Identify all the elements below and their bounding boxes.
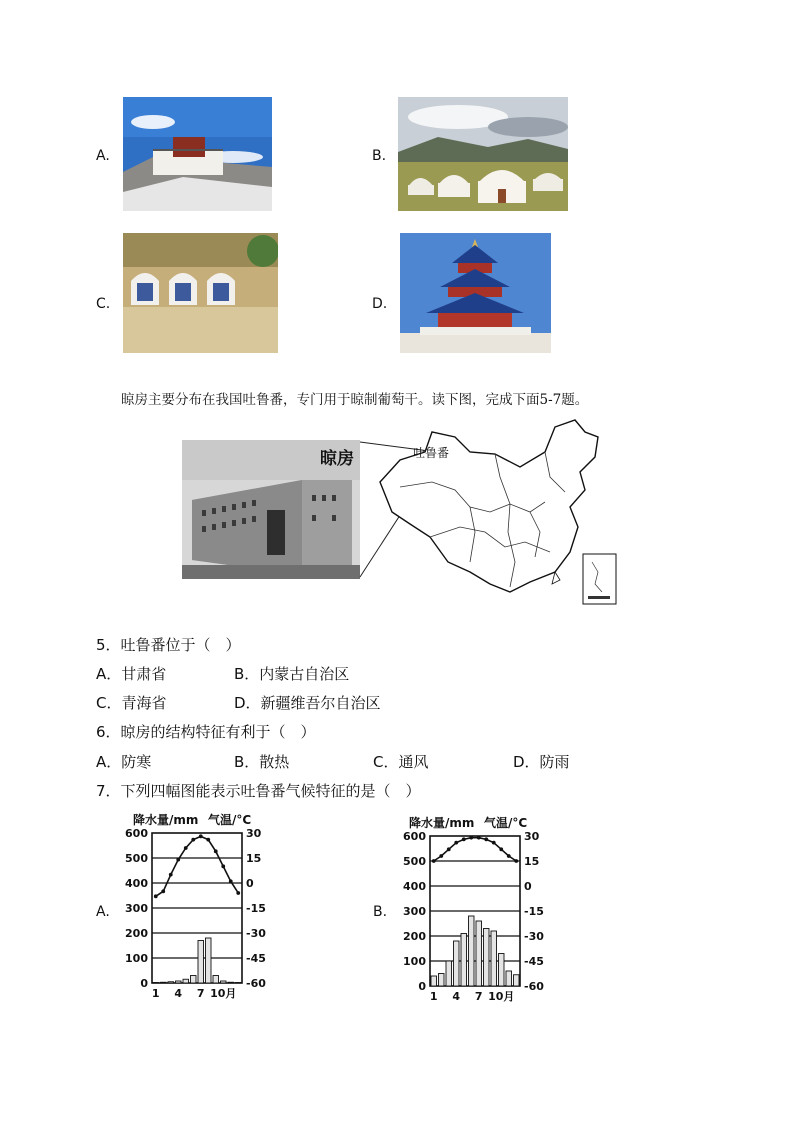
chart-a-temp-point <box>214 849 218 853</box>
chart-a-precip-tick: 100 <box>125 952 148 965</box>
q6-option-b[interactable]: B．散热 <box>234 753 290 771</box>
chart-b-precip-bar <box>506 971 512 986</box>
chart-a-temp-point <box>191 838 195 842</box>
chart-b-temp-point <box>432 859 436 863</box>
option-c-label: C. <box>96 296 111 312</box>
chart-b-temp-tick: -15 <box>524 905 544 918</box>
chart-a-temp-point <box>184 846 188 850</box>
q5-option-a[interactable]: A．甘肃省 <box>96 665 167 683</box>
chart-b-temp-point <box>439 854 443 858</box>
chart-b-month-tick: 10月 <box>488 990 515 1003</box>
chart-a-precip-tick: 0 <box>140 977 148 990</box>
chart-b-precip-bar <box>461 934 467 987</box>
chart-a-precip-tick: 300 <box>125 902 148 915</box>
chart-b-month-tick: 7 <box>474 990 483 1003</box>
chart-b-temp-point <box>462 837 466 841</box>
chart-b-precip-bar <box>439 974 445 987</box>
chart-a-temp-point <box>199 834 203 838</box>
drying-house-label: 晾房 <box>320 449 354 469</box>
chart-b-temp-tick: 15 <box>524 855 540 868</box>
chart-a-temp-tick: -30 <box>246 927 266 940</box>
chart-a-precip-bar <box>236 983 242 984</box>
chart-b-temp-point <box>447 847 451 851</box>
q5-option-d[interactable]: D．新疆维吾尔自治区 <box>234 694 381 712</box>
chart-a-month-tick: 4 <box>174 987 183 1000</box>
chart-b-precip-tick: 0 <box>418 980 426 993</box>
chart-b-temp-tick: -45 <box>524 955 544 968</box>
turpan-map-label: 吐鲁番 <box>413 446 450 460</box>
chart-b-temp-point <box>469 836 473 840</box>
chart-b-temp-point <box>492 841 496 845</box>
chart-a-precip-bar <box>228 982 234 983</box>
chart-b-temp-point <box>499 847 503 851</box>
chart-b-temp-point <box>454 841 458 845</box>
chart-b-precip-tick: 100 <box>403 955 426 968</box>
chart-a-temp-point <box>229 879 233 883</box>
q5-option-b[interactable]: B．内蒙古自治区 <box>234 665 350 683</box>
china-map <box>370 412 618 608</box>
chart-b-ylabel-left: 降水量/mm <box>409 816 475 830</box>
option-d-label: D. <box>372 296 388 312</box>
chart-a-precip-tick: 400 <box>125 877 148 890</box>
chart-a-precip-bar <box>153 983 159 984</box>
chart-a-temp-point <box>169 873 173 877</box>
chart-a-precip-bar <box>183 979 189 983</box>
chart-a-precip-bar <box>221 981 227 983</box>
chart-b-temp-tick: -60 <box>524 980 544 993</box>
chart-a-temp-tick: 0 <box>246 877 254 890</box>
climate-chart-b <box>388 828 548 1008</box>
chart-a-ylabel-right: 气温/°C <box>208 813 252 827</box>
q5-stem: 5．吐鲁番位于（ ） <box>96 636 241 654</box>
chart-b-precip-bar <box>484 929 490 987</box>
chart-a-precip-bar <box>206 938 212 983</box>
chart-a-precip-bar <box>191 976 197 984</box>
chart-a-temp-tick: 15 <box>246 852 262 865</box>
chart-b-precip-bar <box>431 976 437 986</box>
chart-a-precip-bar <box>198 941 204 984</box>
q6-stem: 6．晾房的结构特征有利于（ ） <box>96 723 316 741</box>
chart-b-temp-point <box>514 859 518 863</box>
chart-a-temp-point <box>221 864 225 868</box>
chart-b-precip-bar <box>469 916 475 986</box>
chart-a-precip-bar <box>161 982 167 983</box>
q7-stem: 7．下列四幅图能表示吐鲁番气候特征的是（ ） <box>96 782 421 800</box>
chart-b-precip-tick: 400 <box>403 880 426 893</box>
chart-b-precip-tick: 500 <box>403 855 426 868</box>
option-a-label: A. <box>96 148 110 164</box>
chart-a-month-tick: 10月 <box>210 987 237 1000</box>
chart-b-temp-tick: 30 <box>524 830 540 843</box>
q6-option-a[interactable]: A．防寒 <box>96 753 152 771</box>
chart-a-temp-point <box>176 858 180 862</box>
chart-a-precip-bar <box>168 982 174 983</box>
chart-a-month-tick: 7 <box>196 987 205 1000</box>
option-b-label: B. <box>372 148 387 164</box>
chart-b-precip-bar <box>446 961 452 986</box>
chart-b-month-tick: 1 <box>429 990 438 1003</box>
chart-a-temp-tick: -60 <box>246 977 266 990</box>
chart-b-precip-tick: 300 <box>403 905 426 918</box>
chart-a-precip-bar <box>176 981 182 983</box>
chart-a-precip-tick: 600 <box>125 827 148 840</box>
chart-a-temp-point <box>236 891 240 895</box>
chart-b-ylabel-right: 气温/°C <box>484 816 528 830</box>
chart-a-temp-point <box>206 838 210 842</box>
chart-b-precip-bar <box>514 975 520 986</box>
chart-a-temp-tick: 30 <box>246 827 262 840</box>
chart-a-precip-tick: 500 <box>125 852 148 865</box>
q7-option-b-label[interactable]: B. <box>373 904 388 920</box>
chart-a-precip-tick: 200 <box>125 927 148 940</box>
chart-b-month-tick: 4 <box>452 990 461 1003</box>
intro-text: 晾房主要分布在我国吐鲁番，专门用于晾制葡萄干。读下图，完成下面5-7题。 <box>121 392 589 408</box>
chart-b-temp-tick: 0 <box>524 880 532 893</box>
chart-b-precip-tick: 600 <box>403 830 426 843</box>
chart-b-temp-point <box>477 836 481 840</box>
chart-b-temp-tick: -30 <box>524 930 544 943</box>
chart-a-temp-tick: -15 <box>246 902 266 915</box>
climate-chart-a <box>110 825 270 1005</box>
q6-option-d[interactable]: D．防雨 <box>513 753 570 771</box>
chart-b-precip-bar <box>454 941 460 986</box>
chart-a-temp-point <box>154 894 158 898</box>
chart-a-temp-tick: -45 <box>246 952 266 965</box>
chart-b-precip-bar <box>499 954 505 987</box>
chart-b-precip-bar <box>491 931 497 986</box>
chart-a-ylabel-left: 降水量/mm <box>133 813 199 827</box>
chart-a-temp-point <box>161 889 165 893</box>
chart-b-temp-point <box>507 854 511 858</box>
q7-option-a-label[interactable]: A. <box>96 904 110 920</box>
chart-a-month-tick: 1 <box>151 987 160 1000</box>
chart-b-temp-point <box>484 837 488 841</box>
chart-a-precip-bar <box>213 976 219 984</box>
q5-option-c[interactable]: C．青海省 <box>96 694 167 712</box>
chart-b-precip-bar <box>476 921 482 986</box>
q6-option-c[interactable]: C．通风 <box>373 753 429 771</box>
chart-b-precip-tick: 200 <box>403 930 426 943</box>
